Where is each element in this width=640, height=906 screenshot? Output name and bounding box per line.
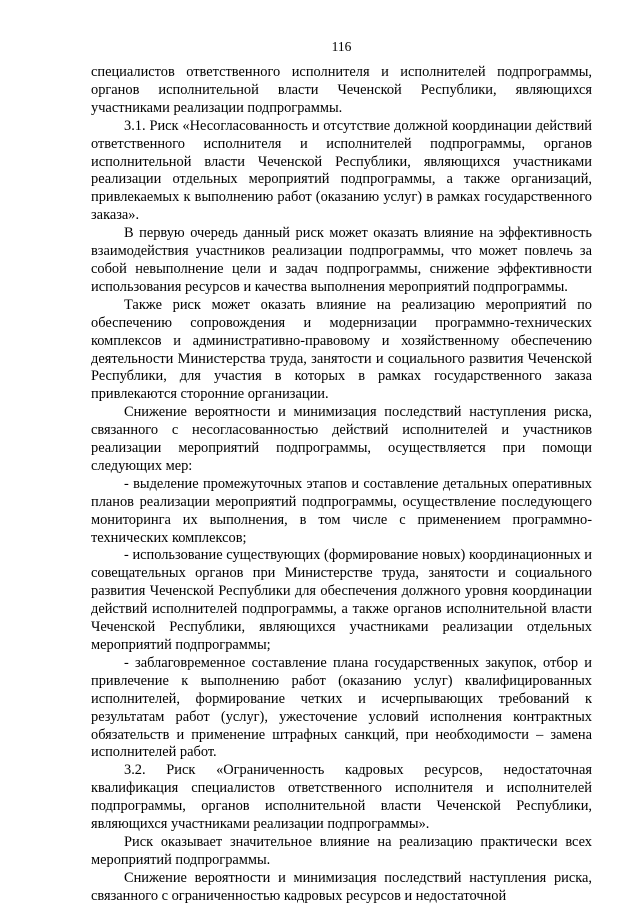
page-number: 116 xyxy=(331,39,352,54)
paragraph: Также риск может оказать влияние на реализацию мероприятий по обеспечению сопровождения и модернизации программно-технических комплексов и административно-правовому и хозяйственному обеспечению деятельности Министерства труда, занятости и социального развития Чеченской Республики, для участия в которых в рамках государственного заказа привлекаются сторонние организации. xyxy=(91,296,592,403)
body-text xyxy=(91,64,592,906)
paragraph: Риск оказывает значительное влияние на реализацию практически всех мероприятий подпрограммы. xyxy=(91,833,592,868)
list-item: - выделение промежуточных этапов и составление детальных оперативных планов реализации мероприятий подпрограммы, осуществление последующего мониторинга их выполнения, в том числе с применением программно-технических комплексов; xyxy=(91,475,592,546)
paragraph: Снижение вероятности и минимизация последствий наступления риска, связанного с ограниченностью кадровых ресурсов и недостаточной xyxy=(91,869,592,904)
list-item: - использование существующих (формирование новых) координационных и совещательных органов при Министерстве труда, занятости и социального развития Чеченской Республики для обеспечения должного уровня координации действий исполнителей подпрограммы, а также органов исполнительной власти Чеченской Республики, являющихся участниками реализации отдельных мероприятий подпрограммы; xyxy=(91,547,592,653)
paragraph-risk-3-1-heading: 3.1. Риск «Несогласованность и отсутствие должной координации действий ответственного исполнителя и исполнителей подпрограммы, органов исполнительной власти Чеченской Республики, являющихся участниками реализации отдельных мероприятий подпрограммы, а также организаций, привлекаемых к выполнению работ (оказанию услуг) в рамках государственного заказа». xyxy=(91,117,592,224)
paragraph: Снижение вероятности и минимизация последствий наступления риска, связанного с несогласованностью действий исполнителей и участников реализации мероприятий подпрограммы, осуществляется при помощи следующих мер: xyxy=(91,404,592,474)
paragraph-risk-3-2-heading: 3.2. Риск «Ограниченность кадровых ресурсов, недостаточная квалификация специалистов ответственного исполнителя и исполнителей подпрограммы, органов исполнительной власти Чеченской Республики, являющихся участниками реализации подпрограммы». xyxy=(91,762,592,833)
paragraph-continuation: специалистов ответственного исполнителя и исполнителей подпрограммы, органов исполнительной власти Чеченской Республики, являющихся участниками реализации подпрограммы. xyxy=(91,64,592,116)
list-item: - заблаговременное составление плана государственных закупок, отбор и привлечение к выполнению работ (оказанию услуг) квалифицированных исполнителей, формирование четких и исчерпывающих требований к результатам работ (услуг), ужесточение условий исполнения контрактных обязательств и применение штрафных санкций, при необходимости – замена исполнителей работ. xyxy=(91,654,592,761)
paragraph: В первую очередь данный риск может оказать влияние на эффективность взаимодействия участников реализации подпрограммы, что может повлечь за собой невыполнение цели и задач подпрограммы, снижение эффективности использования ресурсов и качества выполнения мероприятий подпрограммы. xyxy=(91,225,592,295)
